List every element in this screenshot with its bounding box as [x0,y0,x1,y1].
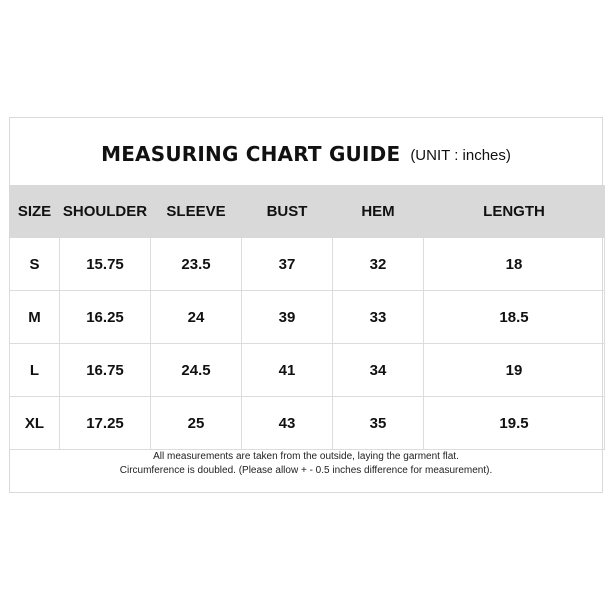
cell-bust: 43 [242,397,333,450]
cell-length: 18 [424,238,605,291]
cell-bust: 39 [242,291,333,344]
cell-sleeve: 24.5 [151,344,242,397]
column-header-size: SIZE [10,185,60,238]
cell-sleeve: 23.5 [151,238,242,291]
cell-hem: 34 [333,344,424,397]
title-row [10,118,602,185]
cell-length: 19.5 [424,397,605,450]
table-row [10,238,605,291]
unit-label: (UNIT : inches) [410,146,511,164]
cell-hem: 35 [333,397,424,450]
cell-shoulder: 16.75 [60,344,151,397]
cell-size: L [10,344,60,397]
cell-sleeve: 24 [151,291,242,344]
cell-size: M [10,291,60,344]
table-row [10,291,605,344]
table-row [10,397,605,450]
size-table [9,185,605,450]
note-line-2: Circumference is doubled. (Please allow + - 0.5 inches difference for measurement). [119,465,493,476]
measurement-notes [10,450,602,478]
cell-shoulder: 15.75 [60,238,151,291]
cell-shoulder: 17.25 [60,397,151,450]
cell-bust: 41 [242,344,333,397]
measuring-chart-card [9,117,603,493]
column-header-length: LENGTH [424,185,605,238]
column-header-sleeve: SLEEVE [151,185,242,238]
cell-hem: 32 [333,238,424,291]
cell-hem: 33 [333,291,424,344]
cell-size: S [10,238,60,291]
chart-title: MEASURING CHART GUIDE [101,141,401,166]
cell-shoulder: 16.25 [60,291,151,344]
table-row [10,344,605,397]
column-header-shoulder: SHOULDER [60,185,151,238]
cell-length: 19 [424,344,605,397]
cell-sleeve: 25 [151,397,242,450]
table-header-row [10,185,605,238]
cell-length: 18.5 [424,291,605,344]
cell-size: XL [10,397,60,450]
note-line-1: All measurements are taken from the outside, laying the garment flat. [153,451,459,462]
cell-bust: 37 [242,238,333,291]
column-header-hem: HEM [333,185,424,238]
column-header-bust: BUST [242,185,333,238]
